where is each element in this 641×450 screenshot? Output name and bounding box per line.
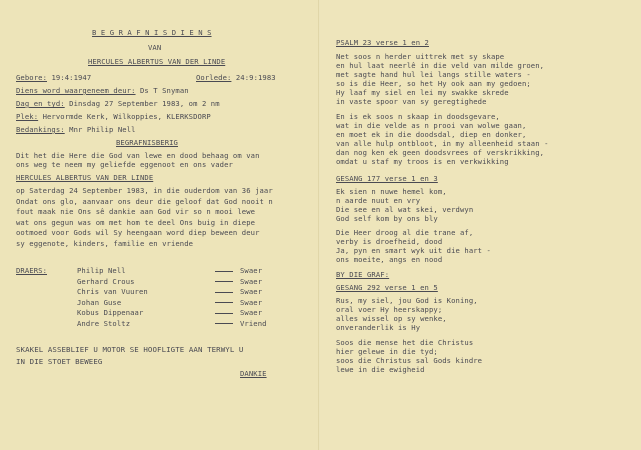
obituary-line-1: Dit het die Here die God van lewe en dood behaag om van [16,151,260,160]
thanks-label: Bedankings: [16,125,65,134]
gesang-292-verse-5: Soos die mense het die Christus hier gelewe in die tyd; soos die Christus sal Gods kindre lewe in die ewigheid [336,338,483,374]
left-page [0,0,320,450]
bearer-relation: Swaer [240,308,263,317]
graveside-heading: BY DIE GRAF: [336,270,390,279]
died-label: Oorlede: [196,73,232,82]
van-label: VAN [148,43,162,52]
psalm-verse-2: En is ek soos n skaap in doodsgevare, wat in die velde as n prooi van wolwe gaan, en moet ek in die doodsdal, diep en donker, van alle hulp ontbloot, in my alleenheid staan - dan nog ken ek geen doodsvrees of verskrikking, omdat u staf my troos is en verkwikking [336,112,549,166]
psalm-heading: PSALM 23 verse 1 en 2 [336,38,429,47]
officiant: Ds T Snyman [139,86,189,95]
gesang-292-heading: GESANG 292 verse 1 en 5 [336,283,438,292]
place-row [16,112,211,121]
right-page [320,0,641,450]
died-row [196,73,276,82]
psalm-verse-1: Net soos n herder uittrek met sy skape en hul laat neerlê in die veld van milde groen, met sagte hand hul lei langs stille waters - so is die Heer, so het Hy ook aan my gedoen; Hy laaf my siel en lei my swakke skrede in vaste spoor van sy geregtighede [336,52,545,106]
bearer-name: Kobus Dippenaar [77,308,144,317]
bearer-dash [215,287,233,296]
datetime: Dinsdag 27 September 1983, om 2 nm [69,99,220,108]
thanks-person: Mnr Philip Nell [69,125,136,134]
obituary-name: HERCULES ALBERTUS VAN DER LINDE [16,173,154,182]
closing-thanks: DANKIE [240,369,267,378]
bearer-relation: Swaer [240,266,263,275]
bearer-dash [215,298,233,307]
bearer-relation: Vriend [240,318,267,328]
bearer-name: Andre Stoltz [77,318,131,328]
gesang-177-verse-3: Die Heer droog al die trane af, verby is droefheid, dood Ja, pyn en smart wyk uit die hart - ons moeite, angs en nood [336,228,491,264]
deceased-name: HERCULES ALBERTUS VAN DER LINDE [88,57,226,66]
died-date: 24:9:1983 [235,73,276,82]
bearer-dash [215,319,233,328]
bearer-name: Johan Guse [77,297,122,307]
bearer-relation: Swaer [240,276,263,286]
bearer-dash [215,266,233,275]
bearers-label: DRAERS: [16,266,47,275]
bearer-dash [215,308,233,317]
place: Hervormde Kerk, Wilkoppies, KLERKSDORP [42,112,211,121]
born-date: 19:4:1947 [51,73,92,82]
obituary-line-2: ons weg te neem my geliefde eggenoot en ons vader [16,160,233,169]
bearer-name: Philip Nell [77,266,126,275]
officiant-label: Diens word waargeneem deur: [16,86,136,95]
born-row [16,73,91,82]
thanks-row [16,125,136,134]
gesang-177-heading: GESANG 177 verse 1 en 3 [336,174,438,183]
obituary-body: op Saterdag 24 September 1983, in die ouderdom van 36 jaar Ondat ons glo, aanvaar ons deur die geloof dat God nooit n fout maak nie Ons sê dankie aan God vir so n mooi lewe wat ons gegun was om met hom te deel Ons buig in diepe ootmoed voor Gods wil Sy heengaan word diep beween deur sy eggenote, kinders, familie en vriende [16,186,273,248]
bearer-dash [215,277,233,286]
gesang-292-verse-1: Rus, my siel, jou God is Koning, oral voer Hy heerskappy; alles wissel op sy wenke, onveranderlik is Hy [336,296,478,332]
bearer-name: Chris van Vuuren [77,287,148,296]
officiant-row [16,86,189,95]
bearer-relation: Swaer [240,297,263,307]
bearer-name: Gerhard Crous [77,276,135,286]
datetime-label: Dag en tyd: [16,99,65,108]
gesang-177-verse-1: Ek sien n nuwe hemel kom, n aarde nuut en vry Die see en al wat skei, verdwyn God self kom by ons bly [336,187,474,223]
obituary-heading: BEGRAFNISBERIG [116,138,178,147]
notice-line-1: SKAKEL ASSEBLIEF U MOTOR SE HOOFLIGTE AAN TERWYL U [16,345,244,354]
datetime-row [16,99,220,108]
place-label: Plek: [16,112,39,121]
born-label: Gebore: [16,73,47,82]
program-title: B E G R A F N I S D I E N S [92,28,212,37]
notice-line-2: IN DIE STOET BEWEEG [16,357,103,366]
bearer-relation: Swaer [240,287,263,296]
